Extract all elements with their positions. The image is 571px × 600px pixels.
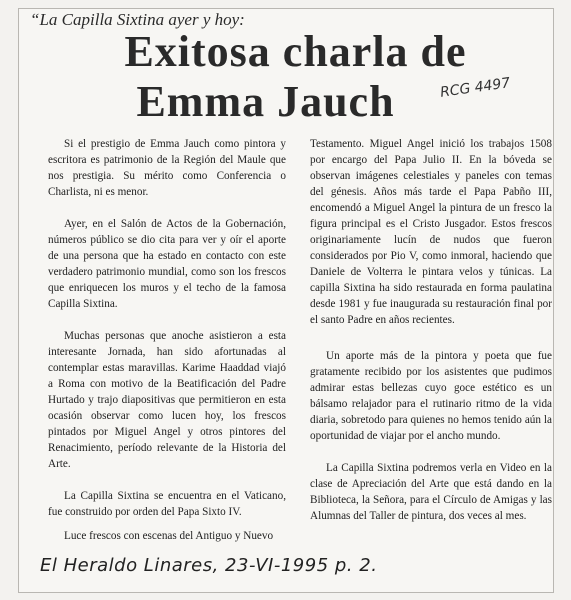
headline-line-1: Exitosa charla de bbox=[124, 27, 467, 76]
paragraph: Si el prestigio de Emma Jauch como pintora y escritora es patrimonio de la Región del Maule que nos prestigia. Su mérito como Conferencia o Charlista, ni es menor. bbox=[48, 138, 286, 198]
paragraph: Luce frescos con escenas del Antiguo y Nuevo bbox=[64, 530, 274, 542]
paragraph: La Capilla Sixtina podremos verla en Video en la clase de Apreciación del Arte que está dando en la Biblioteca, la Señora, para el Círculo de Amigas y las Alumnas del Taller de pintura, dos veces al mes. bbox=[310, 462, 552, 522]
left-column bbox=[48, 136, 286, 560]
handwritten-reference: RCG 4497 bbox=[439, 75, 512, 101]
paragraph: Ayer, en el Salón de Actos de la Gobernación, números público se dio cita para ver y oír el aporte de una persona que ha estado en contacto con este verdadero patrimonio mundial, como son los frescos que enriquecen los muros y el techo de la famosa Capilla Sixtina. bbox=[48, 218, 286, 310]
headline-line-2: Emma Jauch bbox=[136, 77, 395, 126]
paragraph: Muchas personas que anoche asistieron a esta interesante Jornada, han sido afortunadas al contemplar estas maravillas. Karime Haaddad viajó a Roma con motivo de la Beatificación del Padre Hurtado y trajo diapositivas que permitieron en esta ocasión observar como lucen hoy, los frescos pintados por Miguel Angel y otros pintores del Renacimiento, período relevante de la Historia del Arte. bbox=[48, 330, 286, 470]
right-column bbox=[310, 136, 552, 540]
paragraph: La Capilla Sixtina se encuentra en el Vaticano, fue construido por orden del Papa Sixto IV. bbox=[48, 490, 286, 518]
paragraph: Testamento. Miguel Angel inició los trabajos 1508 por encargo del Papa Julio II. En la bóveda se observan imágenes celestiales y paneles con temas del génesis. Años más tarde el Papa Pabño III, encomendó a Miguel Angel la pintura de un fresco la figura principal es el Cristo Jusgador. Estos frescos originariamente lucín de nudos que fueron considerados por Pio V, como inmoral, haciendo que Daniele de Volterra le pintara velos y túnicas. La capilla Sixtina ha sido restaurada en forma paulatina desde 1981 y fue inaugurada su restauración final por el santo Padre en años recientes. bbox=[310, 138, 552, 326]
handwritten-source: El Heraldo Linares, 23-VI-1995 p. 2. bbox=[40, 555, 378, 576]
article-kicker: “La Capilla Sixtina ayer y hoy: bbox=[30, 10, 245, 29]
paragraph: Un aporte más de la pintora y poeta que fue gratamente recibido por los asistentes que pudimos admirar estas bellezas cuyo goce estético es un bálsamo relajador para el rutinario ritmo de la vida diaria, sobretodo para quienes no hemos tenido aún la oportunidad de viajar por el ancho mundo. bbox=[310, 350, 552, 442]
